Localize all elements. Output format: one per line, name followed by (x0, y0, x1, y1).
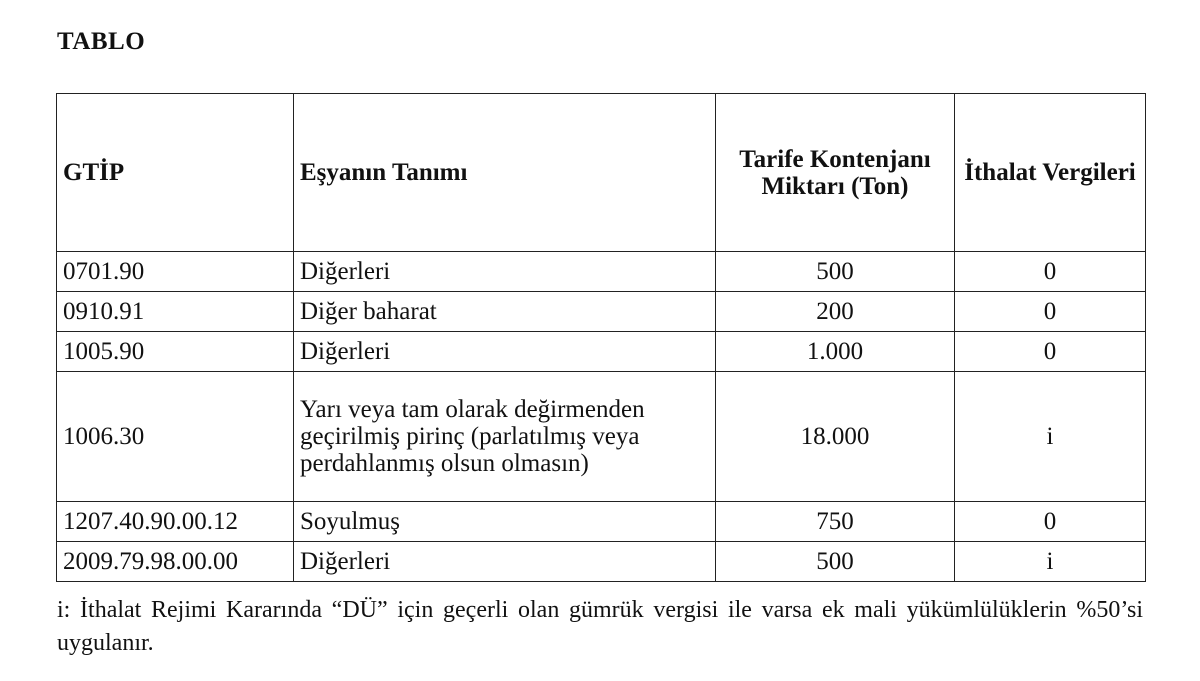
cell-gtip: 2009.79.98.00.00 (57, 542, 294, 582)
cell-quota: 18.000 (716, 372, 955, 502)
document-title: TABLO (57, 28, 146, 55)
cell-description: Diğerleri (294, 332, 716, 372)
cell-taxes: i (955, 542, 1146, 582)
cell-gtip: 1207.40.90.00.12 (57, 502, 294, 542)
table-row (57, 252, 1146, 292)
cell-description: Soyulmuş (294, 502, 716, 542)
cell-quota: 750 (716, 502, 955, 542)
cell-taxes: 0 (955, 332, 1146, 372)
cell-quota: 200 (716, 292, 955, 332)
table-row (57, 332, 1146, 372)
cell-description: Diğerleri (294, 252, 716, 292)
table-footnote: i: İthalat Rejimi Kararında “DÜ” için geçerli olan gümrük vergisi ile varsa ek mali yükümlülüklerin %50’si uygulanır. (57, 597, 1143, 656)
table-row (57, 292, 1146, 332)
header-gtip: GTİP (57, 94, 294, 252)
table-row (57, 372, 1146, 502)
cell-gtip: 1006.30 (57, 372, 294, 502)
cell-gtip: 0910.91 (57, 292, 294, 332)
quota-table (56, 93, 1146, 582)
table-row (57, 502, 1146, 542)
header-quota-amount: Tarife Kontenjanı Miktarı (Ton) (716, 94, 955, 252)
header-description: Eşyanın Tanımı (294, 94, 716, 252)
cell-taxes: 0 (955, 292, 1146, 332)
cell-gtip: 1005.90 (57, 332, 294, 372)
table-header-row (57, 94, 1146, 252)
cell-quota: 1.000 (716, 332, 955, 372)
header-import-taxes: İthalat Vergileri (955, 94, 1146, 252)
cell-description: Diğerleri (294, 542, 716, 582)
cell-taxes: 0 (955, 252, 1146, 292)
cell-quota: 500 (716, 252, 955, 292)
cell-quota: 500 (716, 542, 955, 582)
cell-taxes: 0 (955, 502, 1146, 542)
cell-taxes: i (955, 372, 1146, 502)
cell-gtip: 0701.90 (57, 252, 294, 292)
cell-description: Yarı veya tam olarak değirmenden geçirilmiş pirinç (parlatılmış veya perdahlanmış olsun olmasın) (294, 372, 716, 502)
cell-description: Diğer baharat (294, 292, 716, 332)
table-row (57, 542, 1146, 582)
